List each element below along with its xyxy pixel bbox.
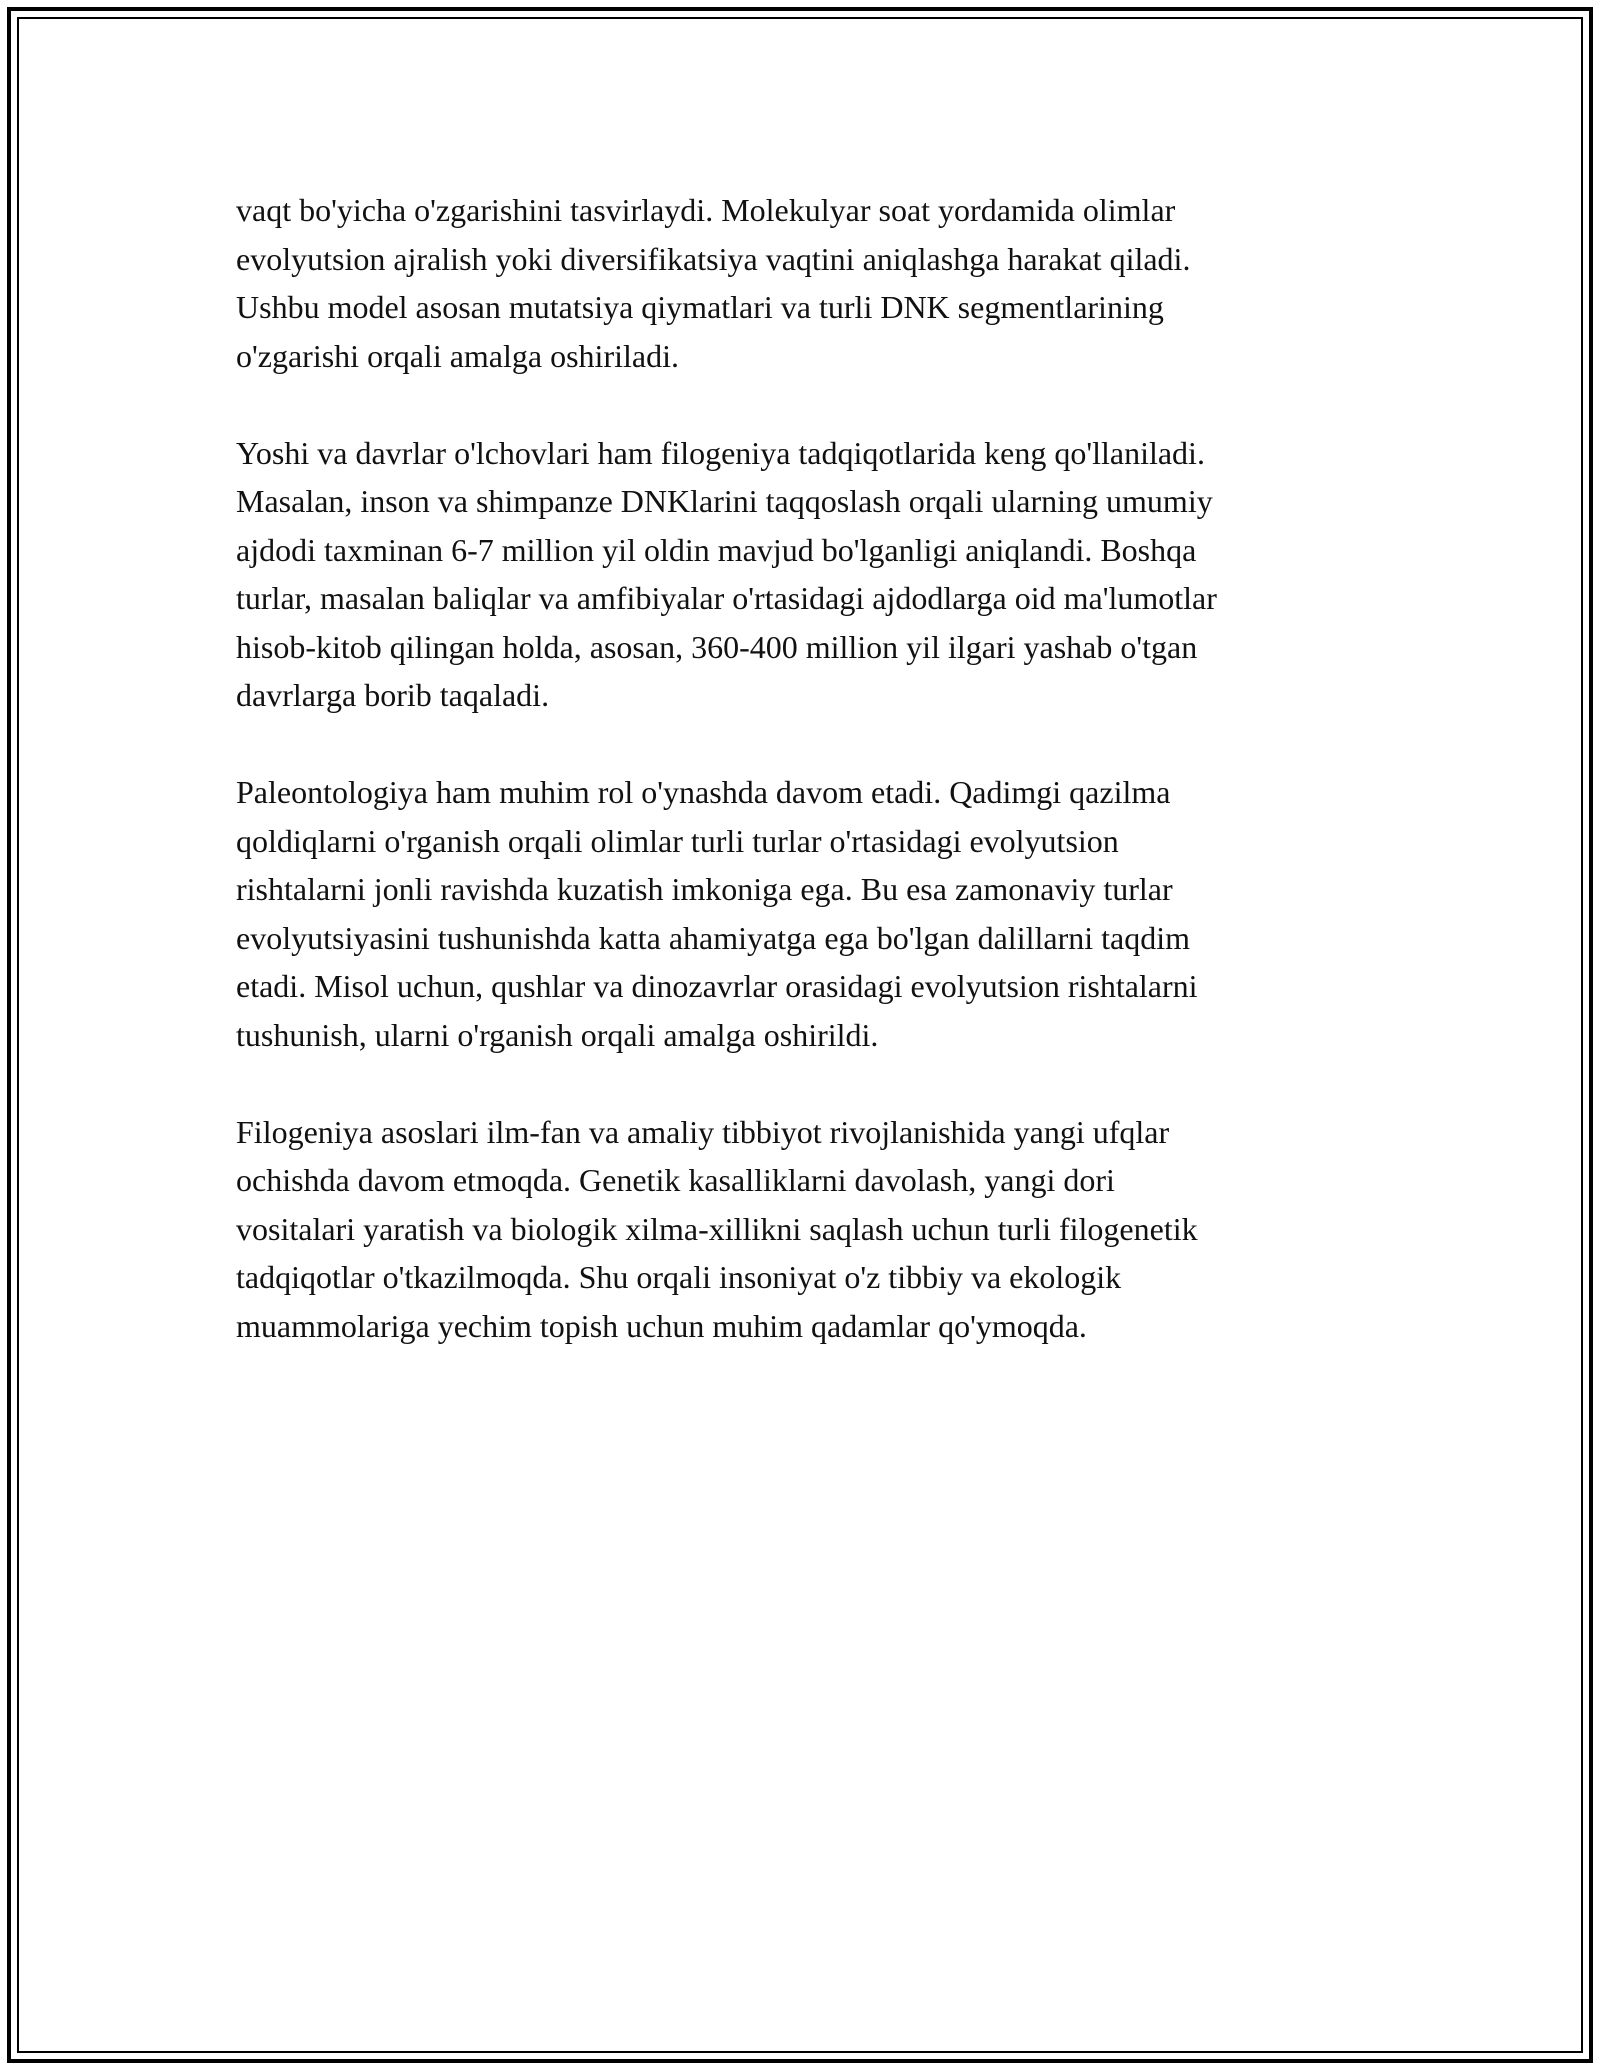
text-line: turlar, masalan baliqlar va amfibiyalar o'rtasidagi ajdodlarga oid ma'lumotlar xyxy=(236,580,1217,616)
paragraph-4 xyxy=(236,1108,1366,1351)
text-line: vaqt bo'yicha o'zgarishini tasvirlaydi. Molekulyar soat yordamida olimlar xyxy=(236,192,1176,228)
text-line: tadqiqotlar o'tkazilmoqda. Shu orqali insoniyat o'z tibbiy va ekologik xyxy=(236,1259,1122,1295)
text-line: Masalan, inson va shimpanze DNKlarini taqqoslash orqali ularning umumiy xyxy=(236,483,1213,519)
text-line: Paleontologiya ham muhim rol o'ynashda davom etadi. Qadimgi qazilma xyxy=(236,774,1171,810)
text-line: davrlarga borib taqaladi. xyxy=(236,677,550,713)
text-line: evolyutsion ajralish yoki diversifikatsiya vaqtini aniqlashga harakat qiladi. xyxy=(236,240,1191,277)
document-body xyxy=(236,186,1366,1399)
paragraph-2 xyxy=(236,429,1366,720)
text-line: ajdodi taxminan 6-7 million yil oldin mavjud bo'lganligi aniqlandi. Boshqa xyxy=(236,531,1197,568)
text-line: Yoshi va davrlar o'lchovlari ham filogeniya tadqiqotlarida keng qo'llaniladi. xyxy=(236,434,1205,471)
text-line: evolyutsiyasini tushunishda katta ahamiyatga ega bo'lgan dalillarni taqdim xyxy=(236,919,1190,956)
text-line: qoldiqlarni o'rganish orqali olimlar turli turlar o'rtasidagi evolyutsion xyxy=(236,822,1119,859)
paragraph-1 xyxy=(236,186,1366,380)
text-line: tushunish, ularni o'rganish orqali amalga oshirildi. xyxy=(236,1016,879,1053)
text-line: rishtalarni jonli ravishda kuzatish imkoniga ega. Bu esa zamonaviy turlar xyxy=(236,871,1173,907)
text-line: ochishda davom etmoqda. Genetik kasalliklarni davolash, yangi dori xyxy=(236,1162,1115,1198)
text-line: vositalari yaratish va biologik xilma-xillikni saqlash uchun turli filogenetik xyxy=(236,1210,1198,1247)
text-line: muammolariga yechim topish uchun muhim qadamlar qo'ymoqda. xyxy=(236,1307,1087,1344)
text-line: Filogeniya asoslari ilm-fan va amaliy tibbiyot rivojlanishida yangi ufqlar xyxy=(236,1113,1170,1150)
text-line: o'zgarishi orqali amalga oshiriladi. xyxy=(236,337,679,374)
text-line: etadi. Misol uchun, qushlar va dinozavrlar orasidagi evolyutsion rishtalarni xyxy=(236,968,1198,1004)
paragraph-3 xyxy=(236,768,1366,1059)
text-line: Ushbu model asosan mutatsiya qiymatlari va turli DNK segmentlarining xyxy=(236,289,1164,325)
text-line: hisob-kitob qilingan holda, asosan, 360-400 million yil ilgari yashab o'tgan xyxy=(236,628,1198,665)
